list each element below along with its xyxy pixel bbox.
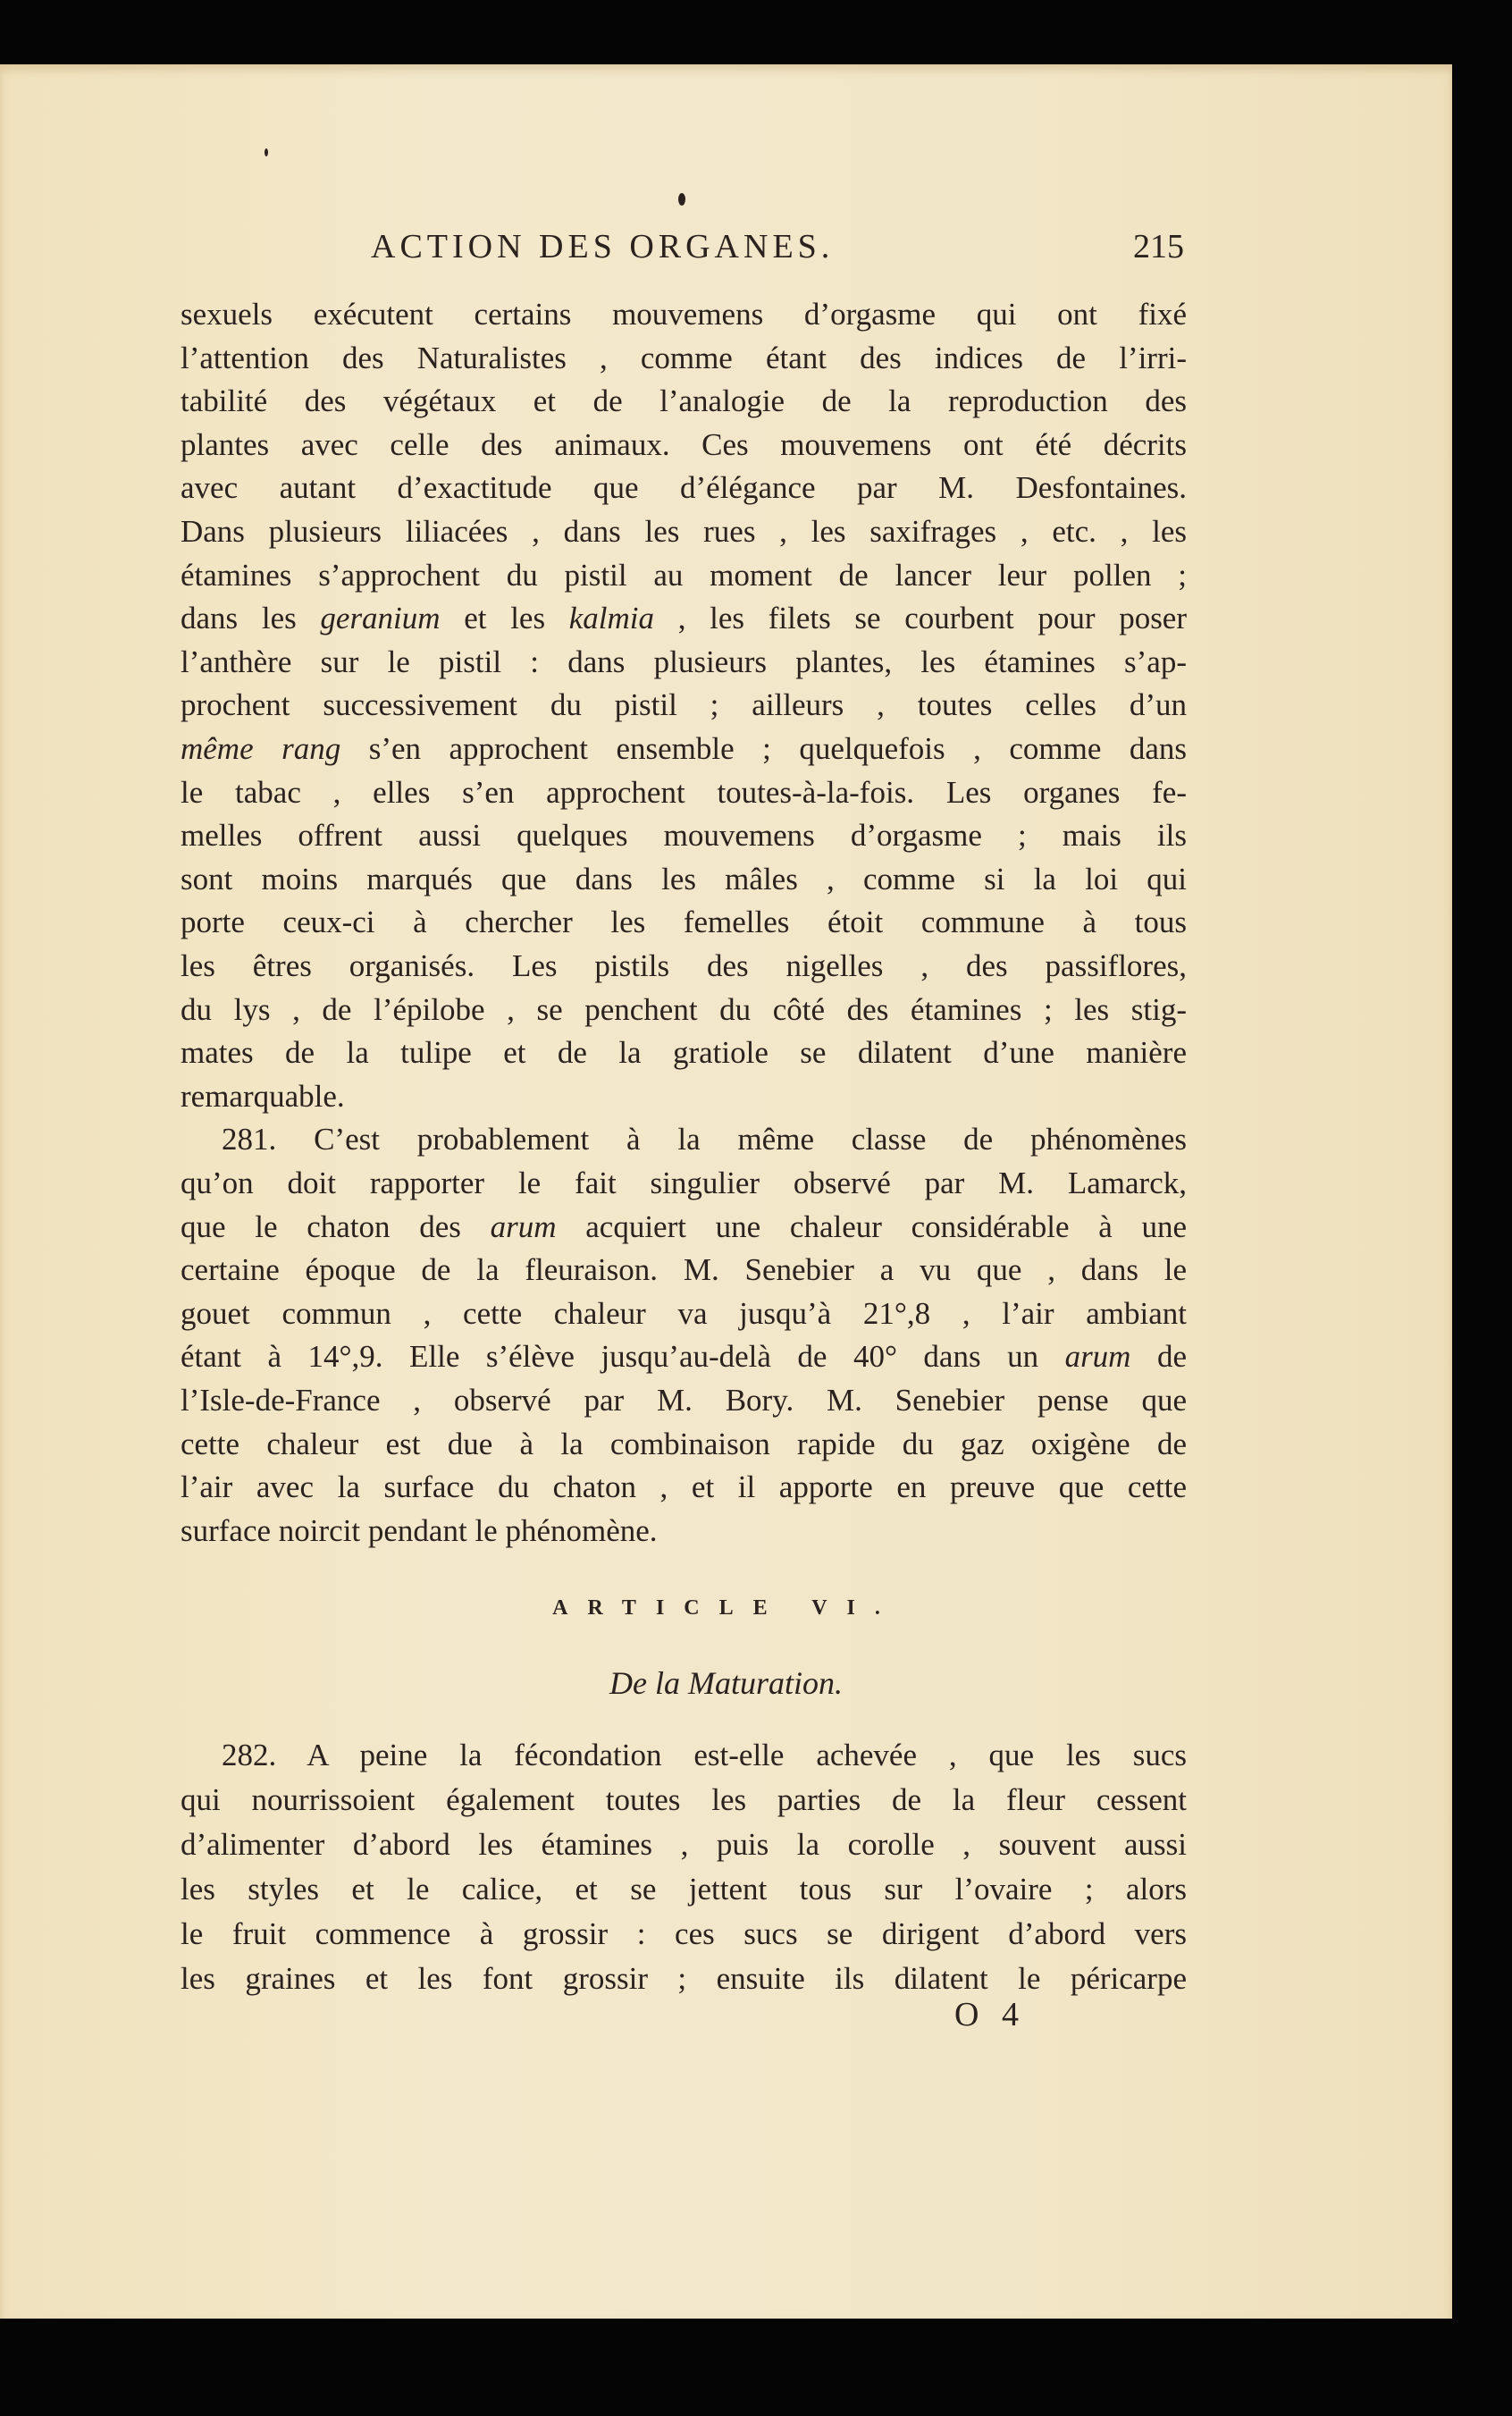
text-segment: remarquable. xyxy=(181,1078,345,1114)
text-line xyxy=(181,467,1187,509)
italic-term: même rang xyxy=(181,731,341,766)
text-line xyxy=(181,380,1187,423)
text-line xyxy=(181,1779,1187,1822)
text-segment: sexuels exécutent certains mouvemens d’orgasme qui ont fixé xyxy=(181,297,1187,332)
text-segment: , les filets se courbent pour poser xyxy=(654,601,1187,636)
text-line xyxy=(181,1913,1187,1956)
text-line xyxy=(181,1510,1187,1553)
text-segment: étant à 14°,9. Elle s’élève jusqu’au-delà de 40° dans un xyxy=(181,1339,1065,1375)
text-line xyxy=(181,337,1187,380)
text-line xyxy=(181,1423,1187,1466)
text-segment: l’air avec la surface du chaton , et il apporte en preuve que cette xyxy=(181,1469,1187,1505)
text-segment: et les xyxy=(440,601,569,636)
text-segment: l’anthère sur le pistil : dans plusieurs plantes, les étamines s’ap- xyxy=(181,644,1187,679)
text-line xyxy=(181,989,1187,1031)
text-segment: étamines s’approchent du pistil au moment de lancer leur pollen ; xyxy=(181,557,1187,593)
text-line xyxy=(181,1075,1187,1118)
text-segment: porte ceux-ci à chercher les femelles étoit commune à tous xyxy=(181,905,1187,940)
text-line xyxy=(181,1031,1187,1074)
article-subtitle: De la Maturation. xyxy=(609,1665,843,1701)
article-heading: ARTICLE VI. xyxy=(552,1596,900,1620)
text-segment: les êtres organisés. Les pistils des nigelles , des passiflores, xyxy=(181,948,1187,983)
text-line xyxy=(181,1206,1187,1249)
text-line xyxy=(181,858,1187,901)
text-segment: 282. A peine la fécondation est-elle achevée , que les sucs xyxy=(222,1738,1187,1772)
text-line xyxy=(181,901,1187,944)
text-line xyxy=(181,1292,1187,1335)
text-segment: qu’on doit rapporter le fait singulier observé par M. Lamarck, xyxy=(181,1166,1187,1200)
text-segment: surface noircit pendant le phénomène. xyxy=(181,1512,658,1548)
signature-mark: O 4 xyxy=(954,1996,1026,2033)
text-segment: les styles et le calice, et se jettent tous sur l’ovaire ; alors xyxy=(181,1872,1187,1907)
text-segment: de xyxy=(1130,1339,1187,1375)
text-line xyxy=(181,641,1187,684)
text-line xyxy=(181,1118,1187,1161)
text-segment: avec autant d’exactitude que d’élégance par M. Desfontaines. xyxy=(181,470,1187,506)
text-segment: qui nourrissoient également toutes les parties de la fleur cessent xyxy=(181,1782,1187,1817)
ink-speck xyxy=(678,193,685,206)
text-segment: tabilité des végétaux et de l’analogie de la reproduction des xyxy=(181,383,1187,419)
text-line xyxy=(181,771,1187,814)
text-segment: l’Isle-de-France , observé par M. Bory. M. Senebier pense que xyxy=(181,1383,1187,1418)
running-title: ACTION DES ORGANES. xyxy=(371,228,835,265)
page-number: 215 xyxy=(1133,228,1184,265)
italic-term: arum xyxy=(1064,1339,1131,1375)
text-segment: gouet commun , cette chaleur va jusqu’à 21°,8 , l’air ambiant xyxy=(181,1295,1187,1331)
text-segment: d’alimenter d’abord les étamines , puis la corolle , souvent aussi xyxy=(181,1827,1187,1862)
text-segment: mates de la tulipe et de la gratiole se dilatent d’une manière xyxy=(181,1035,1187,1071)
text-segment: certaine époque de la fleuraison. M. Senebier a vu que , dans le xyxy=(181,1252,1187,1288)
text-line xyxy=(181,1823,1187,1866)
text-segment: du lys , de l’épilobe , se penchent du côté des étamines ; les stig- xyxy=(181,991,1187,1027)
text-segment: acquiert une chaleur considérable à une xyxy=(556,1208,1187,1244)
text-line xyxy=(181,1249,1187,1292)
text-segment: que le chaton des xyxy=(181,1208,491,1244)
text-segment: plantes avec celle des animaux. Ces mouvemens ont été décrits xyxy=(181,426,1187,462)
text-line xyxy=(181,684,1187,727)
text-line xyxy=(181,1957,1187,2000)
text-line xyxy=(181,814,1187,857)
text-segment: dans les xyxy=(181,601,321,636)
text-segment: prochent successivement du pistil ; ailleurs , toutes celles d’un xyxy=(181,687,1187,723)
text-segment: l’attention des Naturalistes , comme étant des indices de l’irri- xyxy=(181,340,1187,375)
text-line xyxy=(181,293,1187,336)
text-segment: 281. C’est probablement à la même classe de phénomènes xyxy=(222,1122,1187,1157)
text-line xyxy=(181,597,1187,640)
text-segment: sont moins marqués que dans les mâles , comme si la loi qui xyxy=(181,861,1187,897)
text-line xyxy=(181,1466,1187,1509)
text-segment: cette chaleur est due à la combinaison rapide du gaz oxigène de xyxy=(181,1426,1187,1461)
italic-term: arum xyxy=(490,1208,557,1244)
text-line xyxy=(181,424,1187,467)
running-header xyxy=(371,227,1184,266)
text-line xyxy=(181,554,1187,597)
text-line xyxy=(181,510,1187,553)
text-segment: Dans plusieurs liliacées , dans les rues , les saxifrages , etc. , les xyxy=(181,514,1187,549)
text-segment: melles offrent aussi quelques mouvemens d’orgasme ; mais ils xyxy=(181,818,1187,854)
italic-term: kalmia xyxy=(568,601,655,636)
text-line xyxy=(181,1335,1187,1378)
text-line xyxy=(181,1162,1187,1205)
text-segment: le tabac , elles s’en approchent toutes-à-la-fois. Les organes fe- xyxy=(181,774,1187,810)
text-line xyxy=(181,728,1187,770)
ink-speck xyxy=(265,148,268,156)
text-line xyxy=(181,945,1187,988)
italic-term: geranium xyxy=(320,601,441,636)
text-segment: les graines et les font grossir ; ensuite ils dilatent le péricarpe xyxy=(181,1961,1187,1996)
text-line xyxy=(181,1379,1187,1422)
text-segment: s’en approchent ensemble ; quelquefois , comme dans xyxy=(340,731,1187,766)
text-line xyxy=(181,1868,1187,1911)
text-segment: le fruit commence à grossir : ces sucs se dirigent d’abord vers xyxy=(181,1916,1187,1951)
text-line xyxy=(181,1734,1187,1777)
